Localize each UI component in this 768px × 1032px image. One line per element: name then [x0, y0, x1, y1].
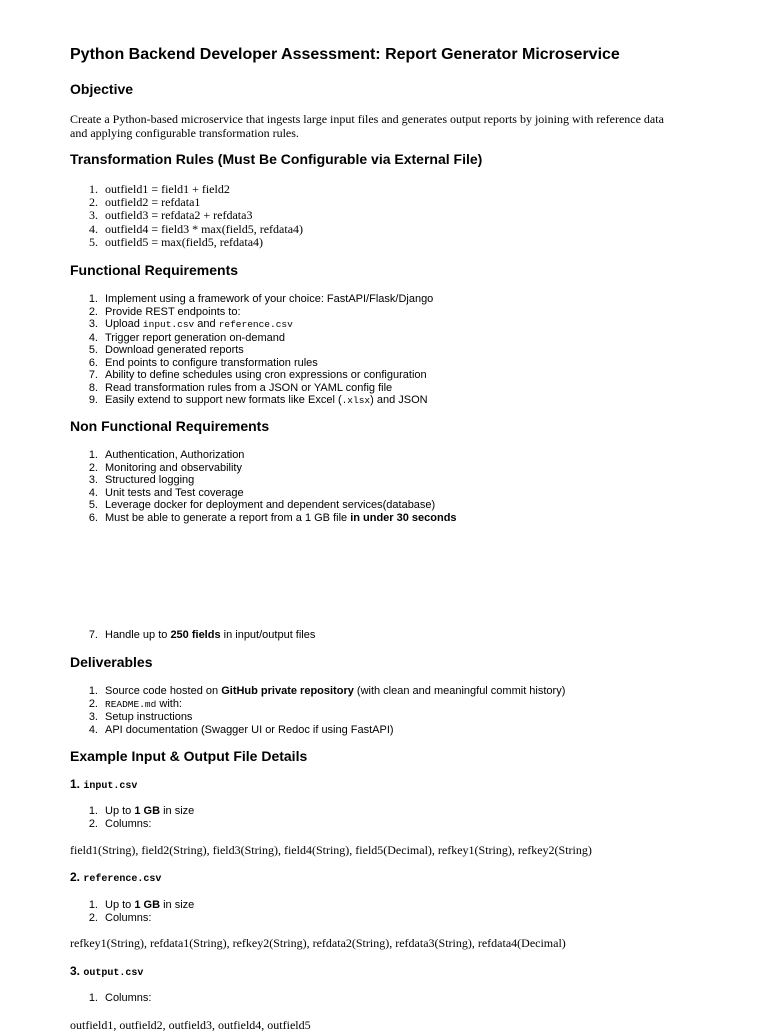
list-item: 6. Must be able to generate a report from a 1 GB file in under 30 seconds: [88, 511, 457, 524]
output-file-list: [70, 992, 690, 1005]
list-item: 4. Trigger report generation on-demand: [88, 331, 285, 344]
output-file-heading: 3. output.csv: [70, 964, 144, 979]
objective-text: Create a Python-based microservice that ingests large input files and generates output reports by joining with reference data and applying configurable transformation rules.: [70, 112, 664, 140]
list-item: 1. Source code hosted on GitHub private repository (with clean and meaningful commit history): [88, 685, 566, 697]
list-item: 4. API documentation (Swagger UI or Redoc if using FastAPI): [88, 723, 394, 736]
input-file-list: [70, 805, 690, 830]
page-title: Python Backend Developer Assessment: Report Generator Microservice: [70, 46, 620, 63]
list-item: 5. Download generated reports: [88, 344, 244, 356]
reference-columns-text: refkey1(String), refdata1(String), refkey2(String), refdata2(String), refdata3(String), refdata4(Decimal): [70, 936, 566, 950]
list-item: 1. outfield1 = field1 + field2: [89, 182, 230, 196]
input-columns-text: field1(String), field2(String), field3(String), field4(String), field5(Decimal), refkey1(String), refkey2(String): [70, 843, 592, 857]
list-item: 1. Implement using a framework of your choice: FastAPI/Flask/Django: [88, 293, 434, 305]
list-item: 2. outfield2 = refdata1: [89, 195, 201, 210]
list-item: 7. Handle up to 250 fields in input/output files: [88, 629, 316, 641]
list-item: 1. Up to 1 GB in size: [88, 805, 195, 817]
list-item: 7. Ability to define schedules using cron expressions or configuration: [88, 369, 427, 381]
non-functional-requirements-list-continued: [70, 629, 690, 642]
non-functional-requirements-heading: Non Functional Requirements: [70, 418, 270, 434]
list-item: 8. Read transformation rules from a JSON or YAML config file: [88, 381, 393, 394]
functional-requirements-list: [70, 293, 690, 408]
list-item: 2. Columns:: [88, 817, 152, 830]
list-item: 4. Unit tests and Test coverage: [88, 486, 244, 499]
list-item: 1. Columns:: [88, 992, 152, 1004]
transformation-rules-heading: Transformation Rules (Must Be Configurable via External File): [70, 151, 483, 167]
non-functional-requirements-list: [70, 449, 690, 524]
file-details-heading: Example Input & Output File Details: [70, 748, 308, 764]
list-item: 1. Up to 1 GB in size: [88, 899, 195, 911]
list-item: 3. Structured logging: [88, 474, 195, 486]
deliverables-heading: Deliverables: [70, 654, 153, 670]
list-item: 2. Provide REST endpoints to:: [88, 305, 241, 318]
list-item: 6. End points to configure transformation rules: [88, 356, 318, 369]
list-item: 5. Leverage docker for deployment and dependent services(database): [88, 499, 436, 511]
reference-file-list: [70, 899, 690, 924]
list-item: 5. outfield5 = max(field5, refdata4): [89, 234, 264, 249]
input-file-heading: 1. input.csv: [70, 777, 138, 792]
list-item: 2. Monitoring and observability: [88, 461, 242, 474]
list-item: 4. outfield4 = field3 * max(field5, refdata4): [89, 221, 304, 236]
transformation-rules-list: [70, 183, 690, 249]
list-item: 3. Upload input.csv and reference.csv: [88, 318, 293, 330]
list-item: 3. Setup instructions: [88, 711, 193, 723]
list-item: 2. Columns:: [88, 911, 152, 924]
functional-requirements-heading: Functional Requirements: [70, 262, 239, 278]
list-item: 1. Authentication, Authorization: [88, 449, 245, 461]
output-columns-text: outfield1, outfield2, outfield3, outfield4, outfield5: [70, 1018, 311, 1032]
list-item: 9. Easily extend to support new formats like Excel (.xlsx) and JSON: [88, 394, 428, 406]
reference-file-heading: 2. reference.csv: [70, 870, 162, 885]
list-item: 2. README.md with:: [88, 697, 182, 710]
list-item: 3. outfield3 = refdata2 + refdata3: [89, 208, 253, 223]
objective-heading: Objective: [70, 81, 134, 97]
deliverables-list: [70, 685, 690, 736]
